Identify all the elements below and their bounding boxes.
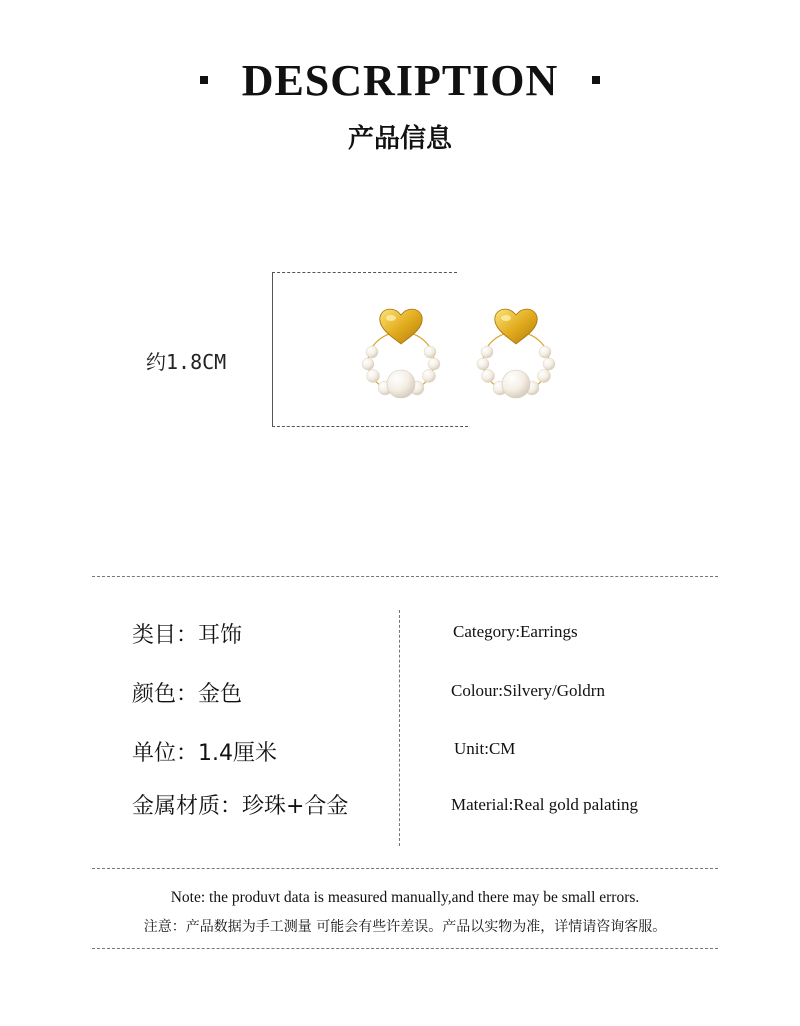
page-subtitle: 产品信息	[347, 124, 452, 154]
measure-line-bottom	[272, 426, 468, 427]
square-bullet-icon	[200, 76, 208, 84]
divider-middle	[92, 868, 718, 869]
divider-top	[92, 576, 718, 577]
description-heading	[0, 50, 800, 110]
spec-material-cn: 金属材质：珍珠+合金	[132, 794, 349, 819]
spec-color-cn: 颜色：金色	[132, 682, 243, 707]
note-chinese: 注意：产品数据为手工测量 可能会有些许差误。产品以实物为准，详情请咨询客服。	[143, 919, 667, 935]
page-title: DESCRIPTION	[241, 55, 559, 105]
note-english: Note: the produvt data is measured manually,and there may be small errors.	[170, 889, 640, 906]
spec-category-en: Category:Earrings	[453, 622, 578, 641]
divider-bottom	[92, 948, 718, 949]
spec-material-en: Material:Real gold palating	[451, 795, 638, 814]
square-bullet-icon	[592, 76, 600, 84]
spec-category-cn: 类目：耳饰	[132, 623, 243, 648]
measure-line-top	[272, 272, 457, 273]
spec-unit-cn: 单位：1.4厘米	[132, 741, 277, 766]
earring-icon	[356, 300, 446, 410]
spec-color-en: Colour:Silvery/Goldrn	[451, 681, 605, 700]
earring-icon	[471, 300, 561, 410]
divider-vertical	[399, 610, 400, 846]
spec-unit-en: Unit:CM	[454, 739, 516, 758]
size-label: 约1.8CM	[146, 350, 227, 374]
measure-line-vertical	[272, 272, 273, 427]
